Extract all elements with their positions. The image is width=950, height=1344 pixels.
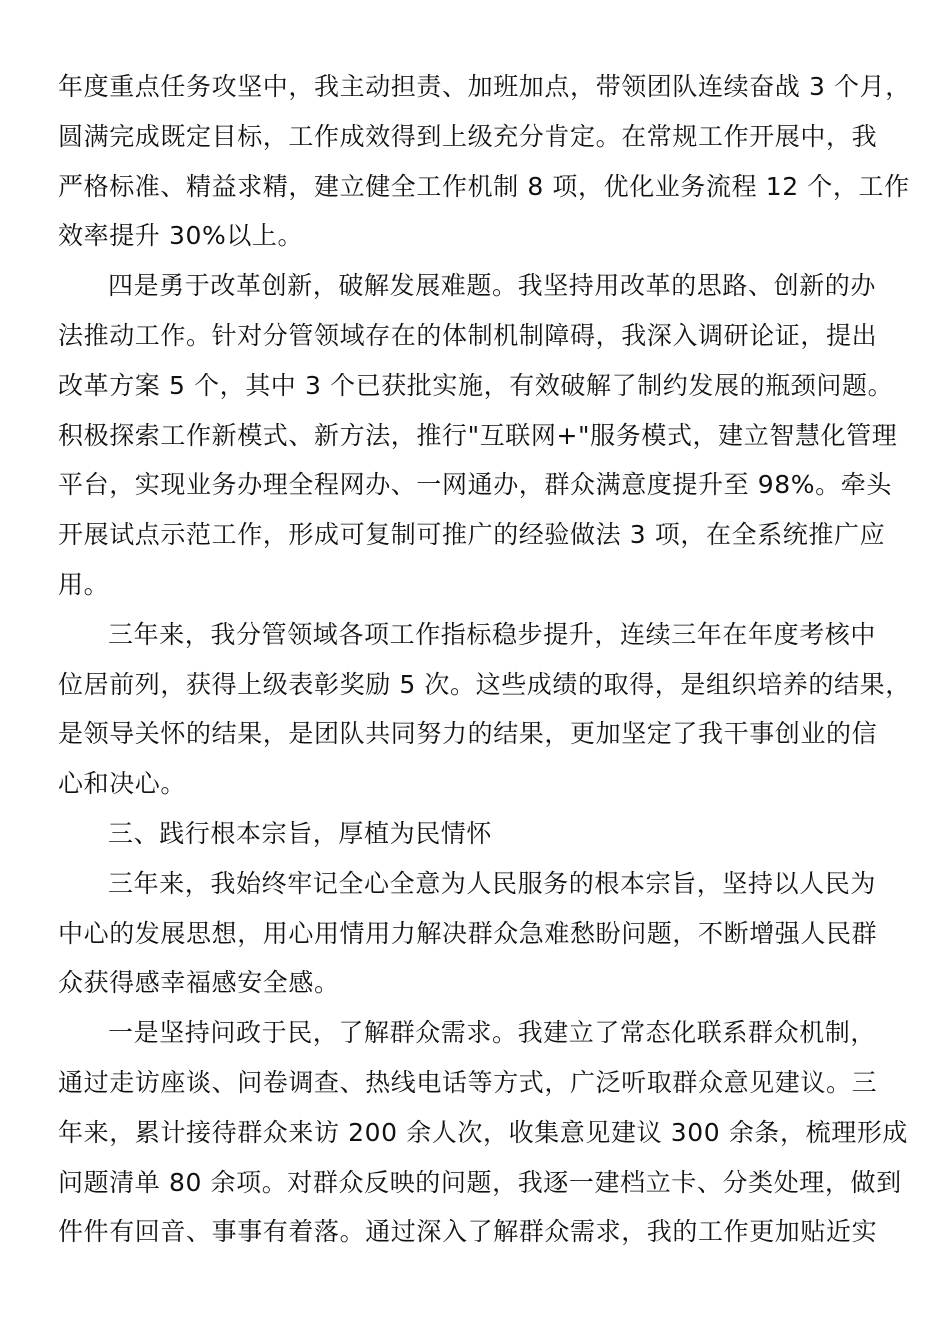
- paragraph-first-line: 四是勇于改革创新，破解发展难题。我坚持用改革的思路、创新的办: [108, 271, 877, 301]
- text-line: 众获得感幸福感安全感。: [58, 968, 340, 998]
- text-line: 年来，累计接待群众来访 200 余人次，收集意见建议 300 余条，梳理形成: [58, 1117, 909, 1147]
- text-line: 心和决心。: [58, 769, 187, 799]
- text-line: 圆满完成既定目标，工作成效得到上级充分肯定。在常规工作开展中，我: [58, 121, 878, 151]
- text-line: 积极探索工作新模式、新方法，推行"互联网+"服务模式，建立智慧化管理: [58, 420, 898, 450]
- paragraph-first-line: 三年来，我始终牢记全心全意为人民服务的根本宗旨，坚持以人民为: [108, 868, 877, 898]
- text-line: 中心的发展思想，用心用情用力解决群众急难愁盼问题，不断增强人民群: [58, 918, 878, 948]
- document-body: [58, 62, 911, 1257]
- text-line: 法推动工作。针对分管领域存在的体制机制障碍，我深入调研论证，提出: [58, 320, 878, 350]
- text-line: 通过走访座谈、问卷调查、热线电话等方式，广泛听取群众意见建议。三: [58, 1067, 878, 1097]
- paragraph-first-line: 三年来，我分管领域各项工作指标稳步提升，连续三年在年度考核中: [108, 619, 877, 649]
- text-line: 年度重点任务攻坚中，我主动担责、加班加点，带领团队连续奋战 3 个月，: [58, 72, 911, 101]
- text-line: 位居前列，获得上级表彰奖励 5 次。这些成绩的取得，是组织培养的结果，: [58, 669, 911, 699]
- text-line: 用。: [58, 569, 110, 599]
- text-line: 严格标准、精益求精，建立健全工作机制 8 项，优化业务流程 12 个，工作: [58, 171, 910, 201]
- text-line: 效率提升 30%以上。: [58, 221, 304, 251]
- text-line: 平台，实现业务办理全程网办、一网通办，群众满意度提升至 98%。牵头: [58, 470, 892, 500]
- text-line: 改革方案 5 个，其中 3 个已获批实施，有效破解了制约发展的瓶颈问题。: [58, 370, 894, 400]
- section-heading: 三、践行根本宗旨，厚植为民情怀: [108, 818, 493, 848]
- text-line: 开展试点示范工作，形成可复制可推广的经验做法 3 项，在全系统推广应: [58, 520, 886, 550]
- text-line: 件件有回音、事事有着落。通过深入了解群众需求，我的工作更加贴近实: [58, 1217, 878, 1247]
- text-line: 是领导关怀的结果，是团队共同努力的结果，更加坚定了我干事创业的信: [58, 719, 878, 749]
- text-line: 问题清单 80 余项。对群众反映的问题，我逐一建档立卡、分类处理，做到: [58, 1167, 902, 1197]
- paragraph-first-line: 一是坚持问政于民，了解群众需求。我建立了常态化联系群众机制，: [108, 1018, 877, 1048]
